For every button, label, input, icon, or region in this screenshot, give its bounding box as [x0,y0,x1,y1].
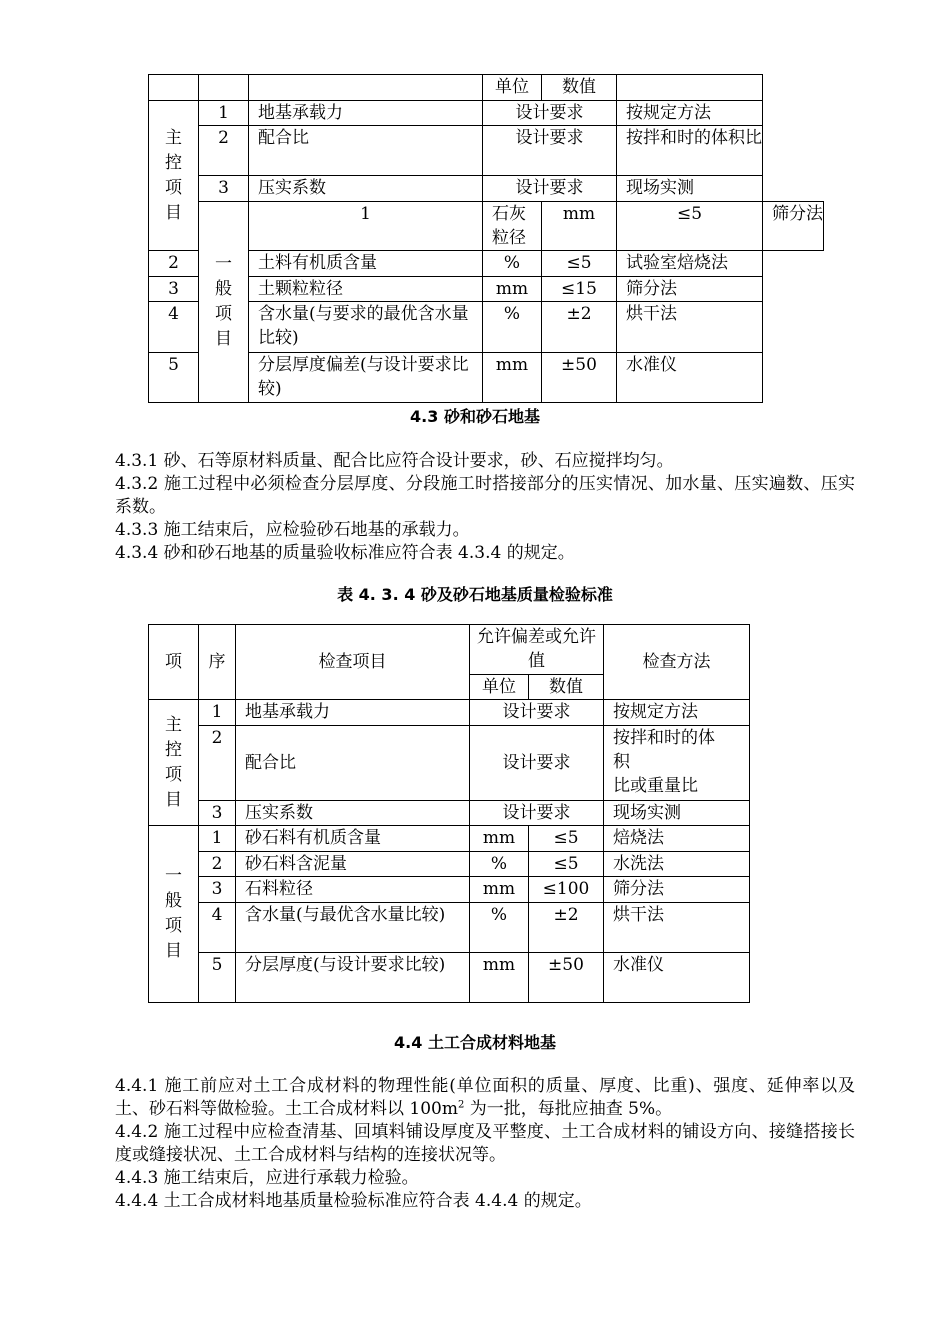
header-project: 项 [149,625,199,700]
paragraph: 4.4.2 施工过程中应检查清基、回填料铺设厚度及平整度、土工合成材料的铺设方向、接缝搭接长度或缝接状况、土工合成材料与结构的连接状况等。 [115,1122,855,1165]
header-allowance: 允许偏差或允许值 [470,625,604,675]
table-row [149,126,824,176]
unit: mm [483,277,542,302]
check-method: 现场实测 [617,176,763,202]
check-method: 按规定方法 [604,700,750,726]
table-header-row [149,75,824,101]
table-row [149,903,750,953]
requirement: 设计要求 [483,126,617,176]
header-item: 检查项目 [236,625,470,700]
check-method: 烘干法 [617,302,763,353]
value: ±2 [529,903,604,953]
check-method: 水洗法 [604,852,750,877]
unit: % [470,903,529,953]
table-row [149,277,824,302]
check-method: 筛分法 [604,877,750,903]
check-item: 分层厚度偏差(与设计要求比较) [249,353,483,403]
check-method: 现场实测 [604,801,750,826]
row-number: 3 [199,877,236,903]
table-row [149,826,750,852]
value: ≤100 [529,877,604,903]
group-label-main: 主 控 项 目 [149,700,199,826]
header-value: 数值 [529,675,604,700]
row-number: 2 [199,852,236,877]
check-method: 水准仪 [604,953,750,1003]
value: ±2 [542,302,617,353]
row-number: 1 [199,101,249,126]
header-method: 检查方法 [604,625,750,700]
requirement: 设计要求 [470,726,604,801]
method-line: 比或重量比 [613,776,698,796]
check-item: 地基承载力 [249,101,483,126]
table-row [149,726,750,801]
table-row [149,353,824,403]
value: ±50 [542,353,617,403]
method-line: 按拌和时的体 [613,728,715,748]
row-number: 2 [199,726,236,801]
table-row [149,801,750,826]
check-item: 压实系数 [236,801,470,826]
paragraph: 4.3.4 砂和砂石地基的质量验收标准应符合表 4.3.4 的规定。 [115,543,575,563]
section-heading-4-4: 4.4 土工合成材料地基 [394,1033,556,1052]
check-method: 筛分法 [617,277,763,302]
unit: mm [470,877,529,903]
requirement: 设计要求 [470,700,604,726]
row-number: 1 [199,826,236,852]
table-row [149,101,824,126]
requirement: 设计要求 [470,801,604,826]
section-heading-4-3: 4.3 砂和砂石地基 [410,407,540,426]
check-method: 按规定方法 [617,101,763,126]
method-line: 积 [613,752,630,772]
value: ±50 [529,953,604,1003]
paragraph: 4.4.1 施工前应对土工合成材料的物理性能(单位面积的质量、厚度、比重)、强度、延伸率以及土、砂石料等做检验。土工合成材料以 $100m^2$ 为一批，每批应抽查 5%。 [115,1076,855,1119]
table-row [149,176,824,202]
table-caption-4-3-4: 表 4. 3. 4 砂及砂石地基质量检验标准 [337,585,613,604]
row-number: 5 [149,353,199,403]
row-number: 1 [199,700,236,726]
unit-header: 单位 [483,75,542,101]
unit: mm [483,353,542,403]
value: ≤5 [617,202,763,251]
requirement: 设计要求 [483,176,617,202]
table-row [149,877,750,903]
section-4-4-body [115,1075,855,1213]
paragraph: 4.3.2 施工过程中必须检查分层厚度、分段施工时搭接部分的压实情况、加水量、压实遍数、压实系数。 [115,474,855,517]
header-unit: 单位 [470,675,529,700]
check-item: 配合比 [236,726,470,801]
section-4-3-body [115,450,855,565]
check-method: 试验室焙烧法 [617,251,763,277]
check-item: 含水量(与最优含水量比较) [236,903,470,953]
group-label-general: 一 般 项 目 [149,826,199,1003]
table-4-3-4 [148,624,750,1003]
header-seq: 序 [199,625,236,700]
row-number: 1 [249,202,483,251]
check-method: 水准仪 [617,353,763,403]
paragraph: 4.3.1 砂、石等原材料质量、配合比应符合设计要求，砂、石应搅拌均匀。 [115,451,674,471]
paragraph: 4.4.3 施工结束后，应进行承载力检验。 [115,1168,419,1188]
table-row [149,700,750,726]
check-item: 配合比 [249,126,483,176]
row-number: 2 [199,126,249,176]
unit: mm [542,202,617,251]
unit: % [483,302,542,353]
unit: mm [470,953,529,1003]
check-method: 按拌和时的体积比 [617,126,763,176]
check-method [604,726,750,801]
row-number: 4 [199,903,236,953]
value: ≤5 [529,852,604,877]
value: ≤5 [542,251,617,277]
table-row [149,202,824,251]
check-item: 砂石料含泥量 [236,852,470,877]
check-method: 烘干法 [604,903,750,953]
check-method: 筛分法 [763,202,824,251]
group-label-general: 一 般 项 目 [199,202,249,403]
table-row [149,852,750,877]
check-item: 砂石料有机质含量 [236,826,470,852]
row-number: 4 [149,302,199,353]
paragraph: 4.4.4 土工合成材料地基质量检验标准应符合表 4.4.4 的规定。 [115,1191,592,1211]
table-header-row [149,625,750,675]
check-item: 压实系数 [249,176,483,202]
check-item: 土料有机质含量 [249,251,483,277]
requirement: 设计要求 [483,101,617,126]
unit: % [483,251,542,277]
unit: % [470,852,529,877]
paragraph: 4.3.3 施工结束后，应检验砂石地基的承载力。 [115,520,470,540]
check-item: 分层厚度(与设计要求比较) [236,953,470,1003]
row-number: 3 [199,176,249,202]
unit: mm [470,826,529,852]
value-header: 数值 [542,75,617,101]
row-number: 3 [199,801,236,826]
check-item: 含水量(与要求的最优含水量比较) [249,302,483,353]
check-method: 焙烧法 [604,826,750,852]
row-number: 3 [149,277,199,302]
table-row [149,251,824,277]
check-item: 土颗粒粒径 [249,277,483,302]
row-number: 5 [199,953,236,1003]
table-row [149,953,750,1003]
check-item: 石料粒径 [236,877,470,903]
value: ≤15 [542,277,617,302]
group-label-main: 主 控 项 目 [149,101,199,251]
table-top [148,74,824,403]
value: ≤5 [529,826,604,852]
check-item: 石灰粒径 [483,202,542,251]
row-number: 2 [149,251,199,277]
table-row [149,302,824,353]
check-item: 地基承载力 [236,700,470,726]
